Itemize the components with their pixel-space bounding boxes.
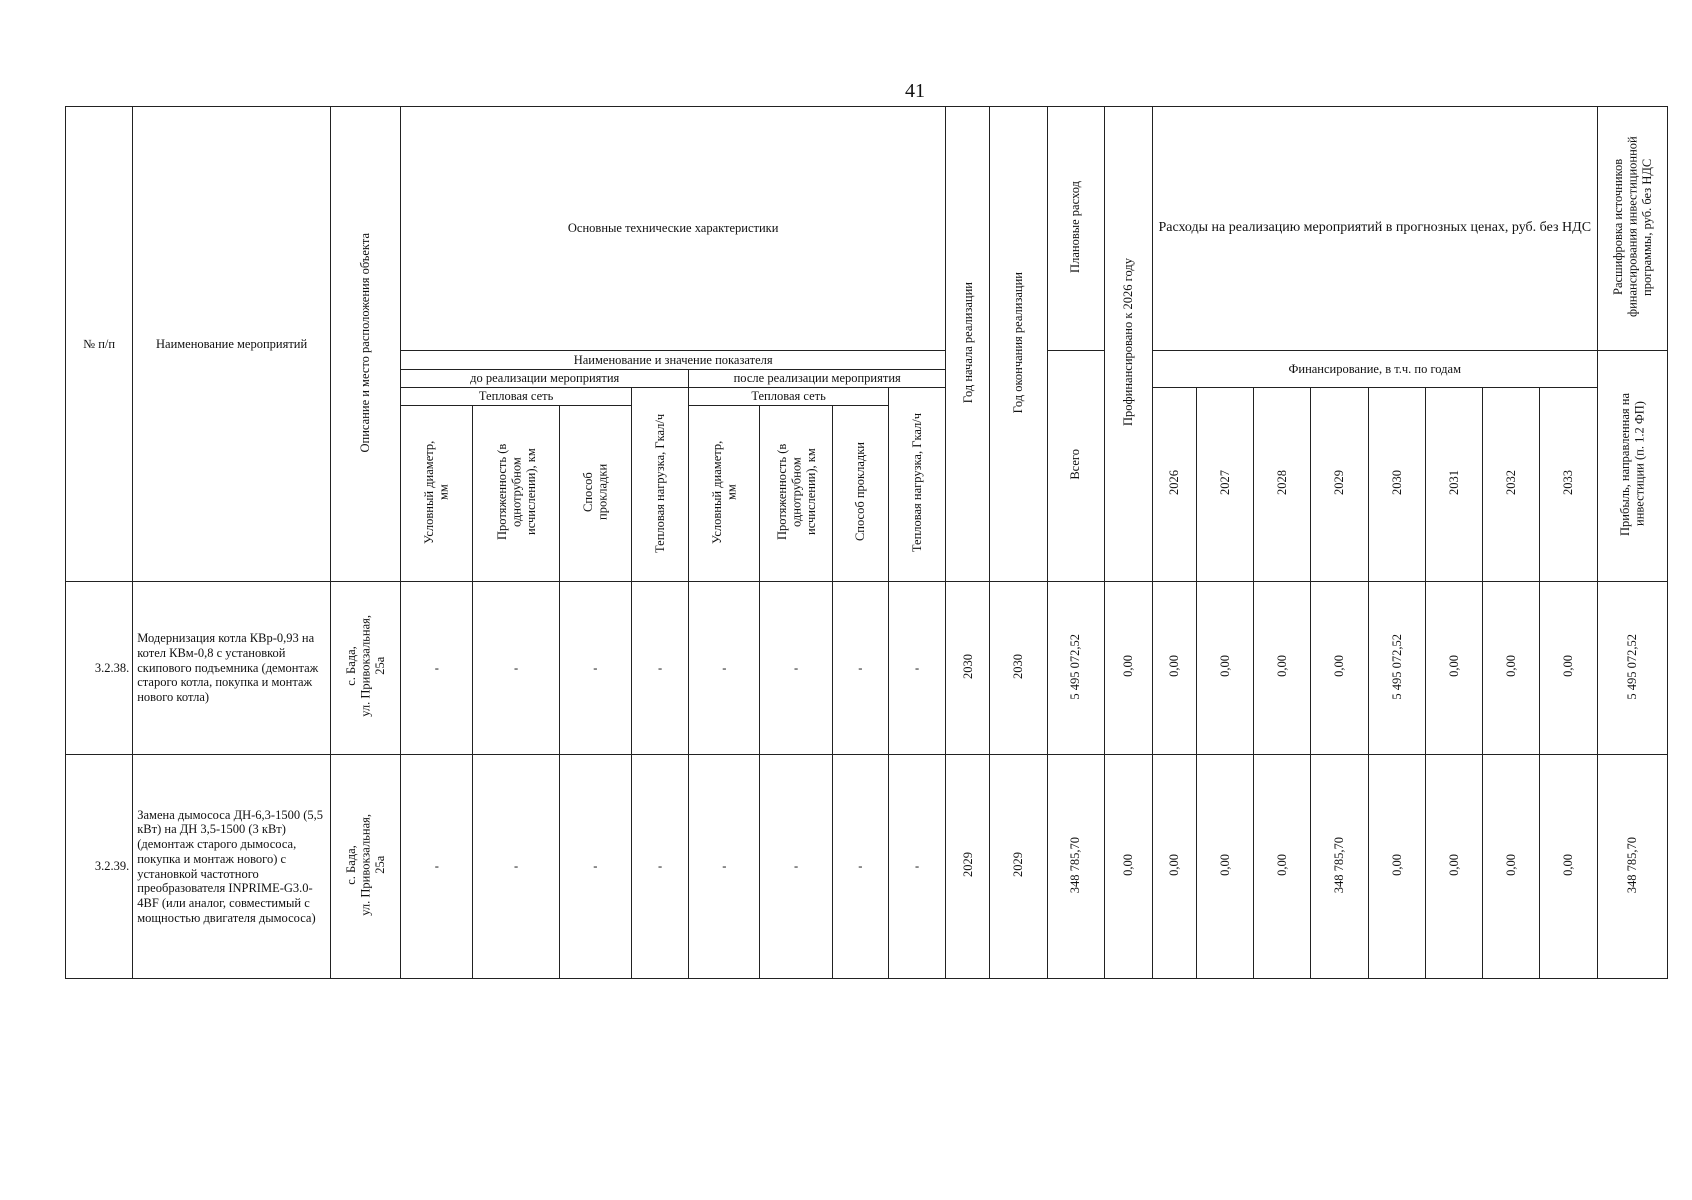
row-tech-cell: - xyxy=(401,755,473,979)
row-location: с. Бада, ул. Привокзальная, 25а xyxy=(330,755,400,979)
header-sources: Расшифровка источников финансирования инвестиционной программы, руб. без НДС xyxy=(1597,107,1667,351)
row-year-value: 0,00 xyxy=(1152,582,1196,755)
header-year-2028: 2028 xyxy=(1254,388,1311,582)
row-year-start: 2030 xyxy=(946,582,990,755)
row-year-value: 0,00 xyxy=(1311,582,1368,755)
row-tech-cell: - xyxy=(760,582,832,755)
row-prefinanced: 0,00 xyxy=(1104,582,1152,755)
header-year-2031: 2031 xyxy=(1425,388,1482,582)
header-financing: Финансирование, в т.ч. по годам xyxy=(1152,351,1597,388)
row-year-end: 2030 xyxy=(990,582,1047,755)
header-after: после реализации мероприятия xyxy=(689,370,946,388)
row-year-value: 0,00 xyxy=(1368,755,1425,979)
row-year-end: 2029 xyxy=(990,755,1047,979)
row-tech-cell: - xyxy=(559,582,631,755)
row-profit: 348 785,70 xyxy=(1597,755,1667,979)
row-location: с. Бада, ул. Привокзальная, 25а xyxy=(330,582,400,755)
row-tech-cell: - xyxy=(401,582,473,755)
header-year-start: Год начала реализации xyxy=(946,107,990,582)
row-tech-cell: - xyxy=(689,755,760,979)
row-year-value: 0,00 xyxy=(1540,755,1597,979)
row-prefinanced: 0,00 xyxy=(1104,755,1152,979)
row-year-value: 0,00 xyxy=(1540,582,1597,755)
header-profit: Прибыль, направленная на инвестиции (п. 1.2 ФП) xyxy=(1597,351,1667,582)
header-length-after: Протяженность (в однотрубном исчислении), км xyxy=(760,406,832,582)
row-year-value: 0,00 xyxy=(1254,755,1311,979)
row-name: Модернизация котла КВр-0,93 на котел КВм-0,8 с установкой скипового подъемника (демонтаж старого котла, покупка и монтаж нового котла) xyxy=(133,582,331,755)
row-year-value: 0,00 xyxy=(1483,582,1540,755)
header-num: № п/п xyxy=(66,107,133,582)
row-year-value: 348 785,70 xyxy=(1311,755,1368,979)
header-load-after: Тепловая нагрузка, Гкал/ч xyxy=(888,388,945,582)
row-year-value: 0,00 xyxy=(1425,582,1482,755)
header-length-before: Протяженность (в однотрубном исчислении), км xyxy=(473,406,559,582)
row-tech-cell: - xyxy=(832,582,888,755)
header-before: до реализации мероприятия xyxy=(401,370,689,388)
row-year-value: 0,00 xyxy=(1197,582,1254,755)
row-year-start: 2029 xyxy=(946,755,990,979)
row-tech-cell: - xyxy=(632,582,689,755)
header-year-2029: 2029 xyxy=(1311,388,1368,582)
row-total: 348 785,70 xyxy=(1047,755,1104,979)
row-year-value: 0,00 xyxy=(1152,755,1196,979)
header-year-2030: 2030 xyxy=(1368,388,1425,582)
row-num: 3.2.39. xyxy=(66,755,133,979)
header-load-before: Тепловая нагрузка, Гкал/ч xyxy=(632,388,689,582)
header-tech-chars: Основные технические характеристики xyxy=(401,107,946,351)
table-row xyxy=(66,755,1668,979)
row-tech-cell: - xyxy=(473,755,559,979)
header-diameter-after: Условный диаметр, мм xyxy=(689,406,760,582)
header-laying-after: Способ прокладки xyxy=(832,406,888,582)
row-tech-cell: - xyxy=(473,582,559,755)
header-location: Описание и место расположения объекта xyxy=(330,107,400,582)
row-tech-cell: - xyxy=(559,755,631,979)
header-heat-net-after: Тепловая сеть xyxy=(689,388,889,406)
header-laying-before: Способ прокладки xyxy=(559,406,631,582)
header-prefinanced: Профинансировано к 2026 году xyxy=(1104,107,1152,582)
row-year-value: 0,00 xyxy=(1254,582,1311,755)
table-row xyxy=(66,582,1668,755)
header-heat-net-before: Тепловая сеть xyxy=(401,388,632,406)
row-num: 3.2.38. xyxy=(66,582,133,755)
row-tech-cell: - xyxy=(689,582,760,755)
page-number: 41 xyxy=(905,80,925,102)
row-total: 5 495 072,52 xyxy=(1047,582,1104,755)
header-year-2027: 2027 xyxy=(1197,388,1254,582)
row-year-value: 0,00 xyxy=(1197,755,1254,979)
header-expenses: Расходы на реализацию мероприятий в прогнозных ценах, руб. без НДС xyxy=(1152,107,1597,351)
header-year-2026: 2026 xyxy=(1152,388,1196,582)
row-tech-cell: - xyxy=(832,755,888,979)
row-name: Замена дымососа ДН-6,3-1500 (5,5 кВт) на ДН 3,5-1500 (3 кВт) (демонтаж старого дымососа, покупка и монтаж нового) с установкой частотного преобразователя INPRIME-G3.0-4BF (или аналог, совместимый с мощностью двигателя дымососа) xyxy=(133,755,331,979)
header-planned: Плановые расход xyxy=(1047,107,1104,351)
row-tech-cell: - xyxy=(888,755,945,979)
header-year-2033: 2033 xyxy=(1540,388,1597,582)
row-profit: 5 495 072,52 xyxy=(1597,582,1667,755)
header-row-1 xyxy=(66,107,1668,351)
investment-table xyxy=(65,106,1668,979)
header-total: Всего xyxy=(1047,351,1104,582)
header-year-2032: 2032 xyxy=(1483,388,1540,582)
row-year-value: 0,00 xyxy=(1425,755,1482,979)
row-tech-cell: - xyxy=(760,755,832,979)
row-year-value: 5 495 072,52 xyxy=(1368,582,1425,755)
header-name: Наименование мероприятий xyxy=(133,107,331,582)
row-year-value: 0,00 xyxy=(1483,755,1540,979)
header-indicator: Наименование и значение показателя xyxy=(401,351,946,370)
row-tech-cell: - xyxy=(888,582,945,755)
row-tech-cell: - xyxy=(632,755,689,979)
header-year-end: Год окончания реализации xyxy=(990,107,1047,582)
header-diameter-before: Условный диаметр, мм xyxy=(401,406,473,582)
